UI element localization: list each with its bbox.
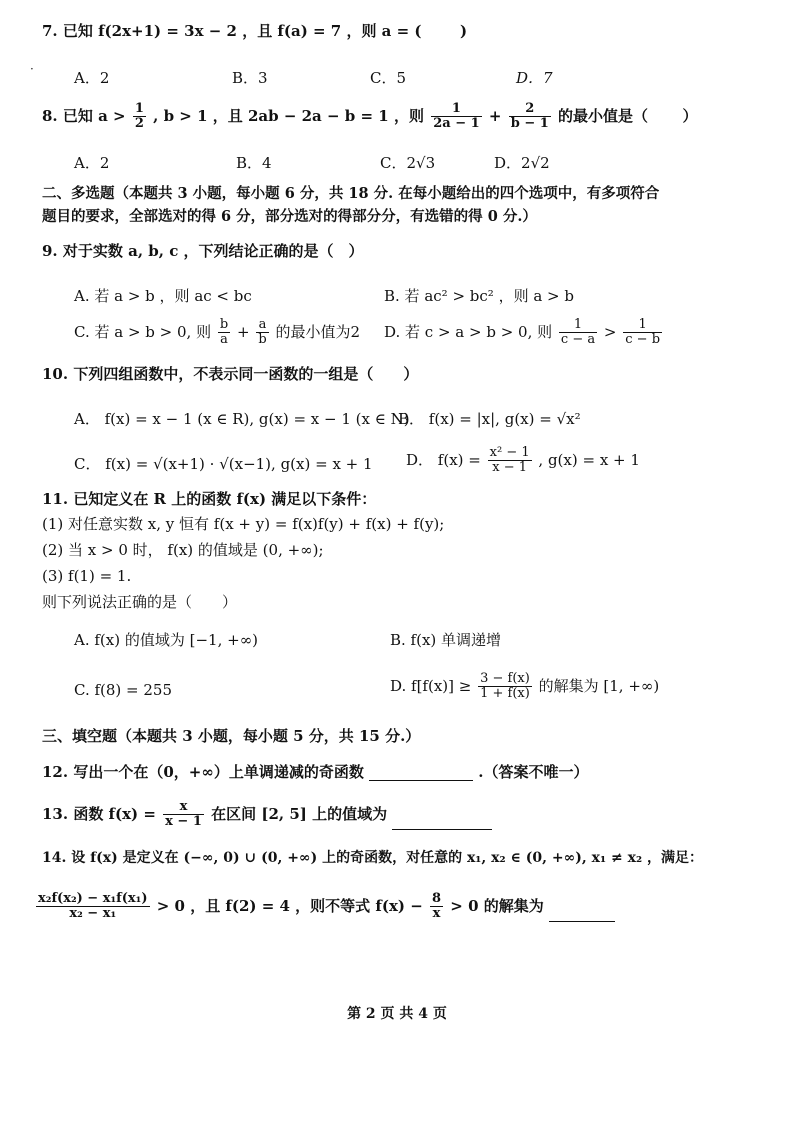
q11-option-b: B. f(x) 单调递增 (390, 631, 502, 649)
q14-f1-den: x₂ − x₁ (69, 906, 117, 922)
q8-stem-d: ） (682, 106, 698, 125)
q7-stem (42, 22, 467, 40)
q8-option-b: B．4 (236, 154, 272, 172)
q8-half-fraction (133, 102, 146, 132)
q7-option-a: A．2 (74, 69, 110, 87)
q7-option-c: C．5 (370, 69, 407, 87)
q8-f1-num: 1 (431, 102, 481, 117)
q9-option-c (74, 318, 360, 348)
q8-option-a: A．2 (74, 154, 110, 172)
q13-stem (42, 800, 492, 830)
q13-text-b: 在区间 [2, 5] 上的值域为 (211, 804, 388, 823)
q11-condition-3: (3) f(1) = 1. (42, 567, 132, 585)
q10-d-den: x − 1 (492, 460, 528, 476)
q9-c-fraction-1 (218, 318, 230, 348)
q9-d-gt: > (603, 322, 617, 341)
q7-option-d: D．7 (516, 69, 553, 87)
q11-option-c: C. f(8) = 255 (74, 681, 173, 699)
q11-option-d (390, 672, 659, 702)
q9-d-f2-den: c − b (625, 332, 661, 348)
q9-c-f2-den: b (258, 332, 267, 348)
q9-c-f2-num: a (256, 318, 268, 333)
q9-d-fraction-2 (623, 318, 662, 348)
q10-option-d (406, 446, 640, 476)
q9-c-fraction-2 (256, 318, 268, 348)
q11-condition-2: (2) 当 x > 0 时， f(x) 的值域是 (0, +∞); (42, 541, 324, 559)
q9-stem: 9. 对于实数 a, b, c ，下列结论正确的是（ ） (42, 242, 364, 260)
q14-fraction-1 (36, 892, 150, 922)
q9-d-fraction-1 (559, 318, 597, 348)
q9-c-f1-num: b (219, 317, 229, 332)
q8-f2-num: 2 (509, 102, 551, 117)
q13-fraction (163, 800, 204, 830)
scan-mark: · (30, 62, 34, 76)
q12-stem (42, 763, 589, 781)
section2-heading-line1: 二、多选题（本题共 3 小题，每小题 6 分，共 18 分. 在每小题给出的四个选项中，有多项符合 (42, 185, 660, 202)
q8-stem-b: , b > 1 ，且 2ab − 2a − b = 1 ，则 (153, 106, 424, 125)
q14-line1: 14. 设 f(x) 是定义在 (−∞, 0) ∪ (0, +∞) 上的奇函数，对任意的 x₁, x₂ ∈ (0, +∞), x₁ ≠ x₂ ，满足： (42, 850, 703, 866)
q9-option-b: B. 若 ac² > bc² ，则 a > b (384, 287, 574, 305)
section3-heading: 三、填空题（本题共 3 小题，每小题 5 分，共 15 分.） (42, 727, 421, 745)
q10-d-text-b: , g(x) = x + 1 (538, 450, 640, 469)
q9-option-a: A. 若 a > b ，则 ac < bc (74, 287, 252, 305)
q13-num: x (163, 800, 204, 815)
q8-f1-den: 2a − 1 (433, 116, 480, 132)
q7-stem-close: ) (459, 22, 468, 40)
q10-stem: 10. 下列四组函数中，不表示同一函数的一组是（ ） (42, 365, 419, 383)
q14-f2-num: 8 (432, 891, 442, 906)
q14-f2-den: x (432, 906, 441, 922)
q7-stem-text: 7. 已知 f(2x+1) = 3x − 2 ，且 f(a) = 7 ，则 a = ( (42, 22, 422, 40)
q13-den: x − 1 (165, 814, 202, 830)
q8-fraction-1 (431, 102, 481, 132)
q8-option-c: C．2√3 (380, 154, 436, 172)
q7-option-b: B．3 (232, 69, 268, 87)
q9-d-text-a: D. 若 c > a > b > 0, 则 (384, 322, 553, 341)
q11-condition-1: (1) 对任意实数 x, y 恒有 f(x + y) = f(x)f(y) + f(x) + f(y); (42, 515, 445, 533)
page-footer: 第 2 页 共 4 页 (347, 1006, 447, 1022)
q14-text-b: > 0 的解集为 (450, 896, 544, 915)
q8-plus: + (488, 106, 502, 125)
q12-text-a: 12. 写出一个在（0，+∞）上单调递减的奇函数 (42, 763, 364, 781)
section2-heading-line2: 题目的要求，全部选对的得 6 分，部分选对的得部分分，有选错的得 0 分.） (42, 208, 537, 225)
q9-c-text-b: 的最小值为2 (275, 322, 360, 341)
q11-d-text-a: D. f[f(x)] ≥ (390, 676, 472, 695)
q10-d-fraction (488, 446, 532, 476)
q10-option-c: C． f(x) = √(x+1) · √(x−1), g(x) = x + 1 (74, 455, 373, 473)
q9-c-plus: + (236, 322, 250, 341)
q8-fraction-2 (509, 102, 551, 132)
q10-option-b: B． f(x) = |x|, g(x) = √x² (398, 410, 581, 428)
q8-stem-a: 8. 已知 a > (42, 106, 126, 125)
q14-answer-blank[interactable] (549, 905, 615, 922)
q14-text-a: > 0 ，且 f(2) = 4 ，则不等式 f(x) − (156, 896, 423, 915)
q11-d-fraction (478, 672, 532, 702)
q9-c-f1-den: a (220, 332, 228, 348)
q9-d-f2-num: 1 (623, 318, 662, 333)
q9-d-f1-den: c − a (560, 332, 596, 348)
q12-answer-blank[interactable] (369, 764, 473, 781)
q11-option-a: A. f(x) 的值域为 [−1, +∞) (74, 631, 259, 649)
q11-d-num: 3 − f(x) (480, 671, 530, 686)
q10-d-num: x² − 1 (489, 445, 530, 460)
q8-half-num: 1 (134, 101, 144, 116)
q13-answer-blank[interactable] (392, 813, 492, 830)
q14-f1-num: x₂f(x₂) − x₁f(x₁) (38, 891, 148, 906)
q10-option-a: A． f(x) = x − 1 (x ∈ R), g(x) = x − 1 (x ∈ N) (74, 410, 410, 428)
q9-option-d (384, 318, 664, 348)
q12-text-b: .（答案不唯一） (478, 763, 589, 781)
q13-text-a: 13. 函数 f(x) = (42, 804, 156, 823)
q11-d-text-b: 的解集为 [1, +∞) (538, 676, 660, 695)
q11-question: 则下列说法正确的是（ ） (42, 593, 238, 611)
q8-stem (42, 102, 698, 132)
q11-d-den: 1 + f(x) (480, 686, 530, 702)
q8-half-den: 2 (134, 116, 144, 132)
q10-d-text-a: D． f(x) = (406, 450, 481, 469)
q11-stem: 11. 已知定义在 R 上的函数 f(x) 满足以下条件： (42, 490, 377, 508)
q14-line2 (34, 892, 615, 922)
q8-f2-den: b − 1 (510, 116, 549, 132)
q9-d-f1-num: 1 (559, 318, 597, 333)
q14-fraction-2 (430, 892, 443, 922)
q8-stem-c: 的最小值是（ (558, 106, 649, 125)
q9-c-text-a: C. 若 a > b > 0, 则 (74, 322, 212, 341)
q8-option-d: D．2√2 (494, 154, 550, 172)
